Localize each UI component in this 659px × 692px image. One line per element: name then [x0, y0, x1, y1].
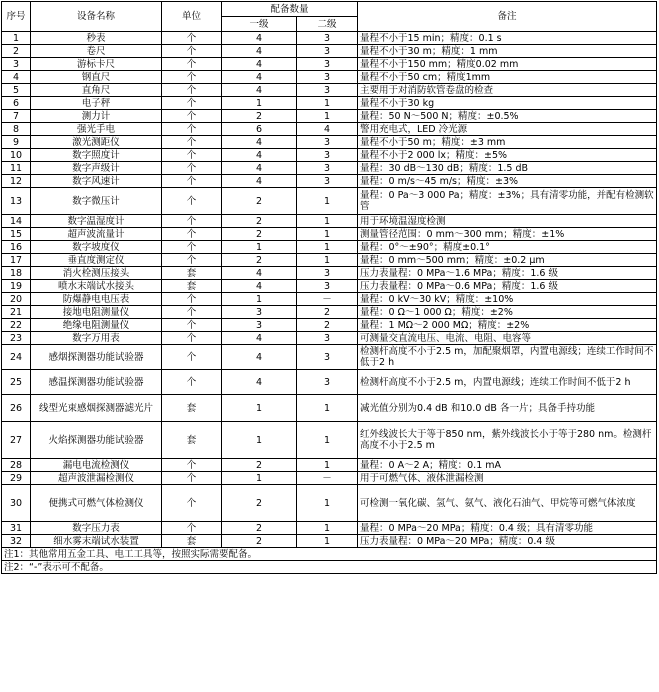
row-name: 感温探测器功能试验器 — [31, 370, 162, 395]
row-level1: 2 — [222, 188, 297, 215]
row-seq: 12 — [2, 175, 31, 188]
row-unit: 个 — [162, 370, 222, 395]
header-level1: 一级 — [222, 17, 297, 32]
row-seq: 23 — [2, 332, 31, 345]
table-body — [2, 32, 657, 548]
row-unit: 个 — [162, 522, 222, 535]
row-name: 数字温湿度计 — [31, 215, 162, 228]
row-note: 量程不小于50 cm；精度1mm — [358, 71, 657, 84]
header-name: 设备名称 — [31, 2, 162, 32]
table-row — [2, 175, 657, 188]
row-name: 垂直度测定仪 — [31, 254, 162, 267]
table-row — [2, 45, 657, 58]
row-seq: 4 — [2, 71, 31, 84]
row-unit: 个 — [162, 485, 222, 522]
row-name: 数字万用表 — [31, 332, 162, 345]
row-note: 量程不小于150 mm；精度0.02 mm — [358, 58, 657, 71]
row-level1: 4 — [222, 280, 297, 293]
row-note: 量程：30 dB～130 dB；精度：1.5 dB — [358, 162, 657, 175]
row-level2: 1 — [297, 535, 358, 548]
row-level2: 1 — [297, 228, 358, 241]
row-seq: 6 — [2, 97, 31, 110]
row-level2: 3 — [297, 267, 358, 280]
row-level2: 3 — [297, 280, 358, 293]
row-level2: 1 — [297, 395, 358, 422]
row-level1: 2 — [222, 522, 297, 535]
table-row — [2, 472, 657, 485]
table-row — [2, 254, 657, 267]
row-level2: 3 — [297, 32, 358, 45]
row-unit: 个 — [162, 319, 222, 332]
row-level2: 3 — [297, 58, 358, 71]
row-note: 量程：0 mm～500 mm；精度：±0.2 μm — [358, 254, 657, 267]
row-seq: 13 — [2, 188, 31, 215]
row-note: 可检测一氧化碳、氢气、氨气、液化石油气、甲烷等可燃气体浓度 — [358, 485, 657, 522]
row-level1: 4 — [222, 267, 297, 280]
row-level2: 3 — [297, 162, 358, 175]
row-unit: 个 — [162, 188, 222, 215]
row-level2: － — [297, 293, 358, 306]
table-row — [2, 319, 657, 332]
header-qty: 配备数量 — [222, 2, 358, 17]
row-name: 线型光束感烟探测器滤光片 — [31, 395, 162, 422]
row-name: 数字照度计 — [31, 149, 162, 162]
row-unit: 个 — [162, 149, 222, 162]
row-level1: 4 — [222, 84, 297, 97]
table-row — [2, 97, 657, 110]
row-level1: 2 — [222, 485, 297, 522]
row-note: 检测杆高度不小于2.5 m，内置电源线；连续工作时间不低于2 h — [358, 370, 657, 395]
row-level2: 3 — [297, 175, 358, 188]
row-level2: 1 — [297, 254, 358, 267]
row-seq: 26 — [2, 395, 31, 422]
row-unit: 套 — [162, 535, 222, 548]
row-level2: 1 — [297, 485, 358, 522]
row-seq: 16 — [2, 241, 31, 254]
table-row — [2, 188, 657, 215]
row-name: 数字声级计 — [31, 162, 162, 175]
row-level2: 4 — [297, 123, 358, 136]
table-row — [2, 149, 657, 162]
row-unit: 个 — [162, 345, 222, 370]
row-level2: 1 — [297, 422, 358, 459]
row-unit: 个 — [162, 45, 222, 58]
table-notes — [2, 548, 657, 574]
row-seq: 31 — [2, 522, 31, 535]
row-name: 直角尺 — [31, 84, 162, 97]
row-unit: 套 — [162, 267, 222, 280]
row-level1: 4 — [222, 370, 297, 395]
row-seq: 10 — [2, 149, 31, 162]
row-note: 量程不小于2 000 lx；精度：±5% — [358, 149, 657, 162]
row-note: 量程：0 Ω～1 000 Ω；精度：±2% — [358, 306, 657, 319]
row-seq: 29 — [2, 472, 31, 485]
row-name: 消火栓测压接头 — [31, 267, 162, 280]
table-row — [2, 370, 657, 395]
row-name: 游标卡尺 — [31, 58, 162, 71]
row-name: 强光手电 — [31, 123, 162, 136]
row-seq: 8 — [2, 123, 31, 136]
row-note: 量程不小于30 m；精度：1 mm — [358, 45, 657, 58]
row-name: 激光测距仪 — [31, 136, 162, 149]
row-unit: 个 — [162, 58, 222, 71]
header-unit: 单位 — [162, 2, 222, 32]
row-seq: 32 — [2, 535, 31, 548]
row-level2: 1 — [297, 110, 358, 123]
row-seq: 5 — [2, 84, 31, 97]
table-row — [2, 71, 657, 84]
row-name: 秒表 — [31, 32, 162, 45]
row-unit: 个 — [162, 32, 222, 45]
row-level1: 2 — [222, 459, 297, 472]
row-name: 感烟探测器功能试验器 — [31, 345, 162, 370]
row-unit: 个 — [162, 97, 222, 110]
row-level2: 1 — [297, 522, 358, 535]
row-level1: 4 — [222, 71, 297, 84]
row-seq: 30 — [2, 485, 31, 522]
row-level2: 3 — [297, 149, 358, 162]
row-note: 量程：0 m/s～45 m/s；精度：±3% — [358, 175, 657, 188]
row-name: 测力计 — [31, 110, 162, 123]
table-row — [2, 228, 657, 241]
row-unit: 个 — [162, 110, 222, 123]
row-seq: 7 — [2, 110, 31, 123]
header-seq: 序号 — [2, 2, 31, 32]
row-level1: 1 — [222, 395, 297, 422]
row-note: 用于可燃气体、液体泄漏检测 — [358, 472, 657, 485]
row-name: 数字微压计 — [31, 188, 162, 215]
row-note: 压力表量程：0 MPa～0.6 MPa；精度：1.6 级 — [358, 280, 657, 293]
row-level1: 2 — [222, 535, 297, 548]
row-level1: 2 — [222, 254, 297, 267]
row-unit: 套 — [162, 422, 222, 459]
row-seq: 17 — [2, 254, 31, 267]
row-level2: 1 — [297, 215, 358, 228]
row-seq: 3 — [2, 58, 31, 71]
table-row — [2, 84, 657, 97]
row-level1: 4 — [222, 45, 297, 58]
table-row — [2, 332, 657, 345]
row-level2: 1 — [297, 188, 358, 215]
row-level1: 4 — [222, 332, 297, 345]
row-seq: 14 — [2, 215, 31, 228]
row-level1: 4 — [222, 136, 297, 149]
table-row — [2, 422, 657, 459]
row-name: 喷水末端试水接头 — [31, 280, 162, 293]
table-row — [2, 136, 657, 149]
row-level2: 2 — [297, 306, 358, 319]
row-unit: 个 — [162, 293, 222, 306]
table-row — [2, 32, 657, 45]
row-unit: 套 — [162, 280, 222, 293]
row-unit: 个 — [162, 84, 222, 97]
row-unit: 个 — [162, 332, 222, 345]
row-note: 主要用于对消防软管卷盘的检查 — [358, 84, 657, 97]
row-name: 卷尺 — [31, 45, 162, 58]
row-seq: 20 — [2, 293, 31, 306]
row-note: 红外线波长大于等于850 nm，紫外线波长小于等于280 nm。检测杆高度不小于2.5 m — [358, 422, 657, 459]
row-unit: 个 — [162, 241, 222, 254]
row-name: 火焰探测器功能试验器 — [31, 422, 162, 459]
row-level1: 2 — [222, 215, 297, 228]
row-seq: 1 — [2, 32, 31, 45]
row-seq: 19 — [2, 280, 31, 293]
row-level1: 6 — [222, 123, 297, 136]
row-note: 量程：0°～±90°；精度±0.1° — [358, 241, 657, 254]
row-unit: 个 — [162, 136, 222, 149]
table-row — [2, 345, 657, 370]
row-note: 减光值分别为0.4 dB 和10.0 dB 各一片；具备手持功能 — [358, 395, 657, 422]
row-level2: 3 — [297, 136, 358, 149]
table-row — [2, 110, 657, 123]
row-level1: 3 — [222, 319, 297, 332]
row-note: 检测杆高度不小于2.5 m，加配聚烟罩，内置电源线；连续工作时间不低于2 h — [358, 345, 657, 370]
table-note: 注2：“-”表示可不配备。 — [2, 561, 657, 574]
row-level2: 3 — [297, 345, 358, 370]
table-row — [2, 535, 657, 548]
row-seq: 27 — [2, 422, 31, 459]
row-unit: 个 — [162, 162, 222, 175]
row-unit: 个 — [162, 459, 222, 472]
table-row — [2, 306, 657, 319]
table-row — [2, 58, 657, 71]
row-name: 接地电阻测量仪 — [31, 306, 162, 319]
row-level2: 1 — [297, 459, 358, 472]
row-unit: 套 — [162, 395, 222, 422]
row-name: 数字坡度仪 — [31, 241, 162, 254]
row-level1: 1 — [222, 97, 297, 110]
row-note: 量程：50 N～500 N；精度：±0.5% — [358, 110, 657, 123]
row-note: 压力表量程：0 MPa～1.6 MPa；精度：1.6 级 — [358, 267, 657, 280]
table-row — [2, 123, 657, 136]
row-level1: 1 — [222, 293, 297, 306]
table-row — [2, 522, 657, 535]
header-note: 备注 — [358, 2, 657, 32]
row-name: 防爆静电电压表 — [31, 293, 162, 306]
row-name: 数字压力表 — [31, 522, 162, 535]
row-note: 可测量交直流电压、电流、电阻、电容等 — [358, 332, 657, 345]
row-level2: 3 — [297, 71, 358, 84]
row-note: 警用充电式，LED 冷光源 — [358, 123, 657, 136]
row-seq: 18 — [2, 267, 31, 280]
table-note: 注1：其他常用五金工具、电工工具等，按照实际需要配备。 — [2, 548, 657, 561]
row-note: 量程不小于50 m；精度：±3 mm — [358, 136, 657, 149]
row-seq: 9 — [2, 136, 31, 149]
row-level1: 4 — [222, 345, 297, 370]
row-name: 细水雾末端试水装置 — [31, 535, 162, 548]
row-level2: 3 — [297, 332, 358, 345]
row-unit: 个 — [162, 215, 222, 228]
row-seq: 15 — [2, 228, 31, 241]
row-note: 量程：0 MPa～20 MPa；精度：0.4 级；具有清零功能 — [358, 522, 657, 535]
row-level1: 1 — [222, 422, 297, 459]
row-unit: 个 — [162, 175, 222, 188]
row-seq: 28 — [2, 459, 31, 472]
row-note: 压力表量程：0 MPa～20 MPa；精度：0.4 级 — [358, 535, 657, 548]
table-row — [2, 280, 657, 293]
row-note: 量程：0 Pa～3 000 Pa；精度：±3%；具有清零功能，并配有检测软管 — [358, 188, 657, 215]
row-level1: 1 — [222, 241, 297, 254]
row-level1: 4 — [222, 149, 297, 162]
row-name: 超声波泄漏检测仪 — [31, 472, 162, 485]
row-note: 用于环境温湿度检测 — [358, 215, 657, 228]
row-name: 数字风速计 — [31, 175, 162, 188]
row-level1: 3 — [222, 306, 297, 319]
row-note: 量程：0 kV～30 kV；精度：±10% — [358, 293, 657, 306]
row-level2: 1 — [297, 241, 358, 254]
row-seq: 25 — [2, 370, 31, 395]
row-level2: － — [297, 472, 358, 485]
table-row — [2, 485, 657, 522]
row-name: 便携式可燃气体检测仪 — [31, 485, 162, 522]
row-note: 量程不小于15 min；精度：0.1 s — [358, 32, 657, 45]
table-row — [2, 162, 657, 175]
row-seq: 22 — [2, 319, 31, 332]
equipment-table — [1, 1, 657, 574]
table-row — [2, 241, 657, 254]
row-seq: 11 — [2, 162, 31, 175]
table-row — [2, 459, 657, 472]
row-level1: 4 — [222, 162, 297, 175]
row-unit: 个 — [162, 123, 222, 136]
row-level2: 1 — [297, 97, 358, 110]
row-level1: 4 — [222, 175, 297, 188]
row-unit: 个 — [162, 71, 222, 84]
row-level2: 3 — [297, 370, 358, 395]
row-name: 漏电电流检测仪 — [31, 459, 162, 472]
table-row — [2, 215, 657, 228]
row-note: 测量管径范围：0 mm～300 mm；精度：±1% — [358, 228, 657, 241]
row-unit: 个 — [162, 254, 222, 267]
row-unit: 个 — [162, 228, 222, 241]
row-level1: 2 — [222, 228, 297, 241]
row-unit: 个 — [162, 472, 222, 485]
row-name: 绝缘电阻测量仪 — [31, 319, 162, 332]
row-name: 电子秤 — [31, 97, 162, 110]
row-seq: 24 — [2, 345, 31, 370]
row-note: 量程不小于30 kg — [358, 97, 657, 110]
row-level2: 2 — [297, 319, 358, 332]
row-level2: 3 — [297, 84, 358, 97]
table-row — [2, 293, 657, 306]
row-note: 量程：1 MΩ～2 000 MΩ；精度：±2% — [358, 319, 657, 332]
row-level1: 2 — [222, 110, 297, 123]
row-name: 超声波流量计 — [31, 228, 162, 241]
row-level1: 4 — [222, 58, 297, 71]
row-seq: 21 — [2, 306, 31, 319]
header-level2: 二级 — [297, 17, 358, 32]
row-level1: 4 — [222, 32, 297, 45]
row-seq: 2 — [2, 45, 31, 58]
table-row — [2, 395, 657, 422]
row-note: 量程：0 A～2 A；精度：0.1 mA — [358, 459, 657, 472]
row-level1: 1 — [222, 472, 297, 485]
table-row — [2, 267, 657, 280]
row-unit: 个 — [162, 306, 222, 319]
row-name: 钢直尺 — [31, 71, 162, 84]
row-level2: 3 — [297, 45, 358, 58]
